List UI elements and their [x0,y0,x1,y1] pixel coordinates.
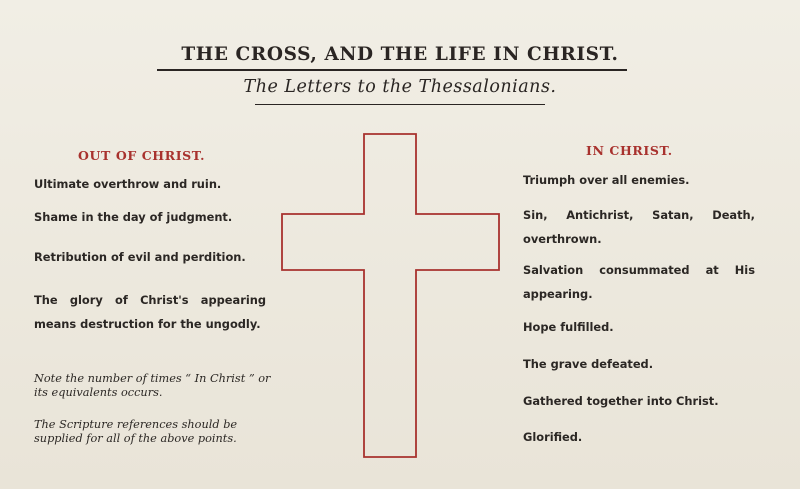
title-underline [157,69,627,71]
out-of-christ-item: Ultimate overthrow and ruin. [34,177,222,191]
in-christ-item: Triumph over all enemies. [523,173,690,187]
in-christ-item: Hope fulfilled. [523,320,614,334]
out-of-christ-item: Shame in the day of judgment. [34,210,233,224]
page-title: THE CROSS, AND THE LIFE IN CHRIST. [181,44,619,65]
note-text: The Scripture references should be supplied for all of the above points. [34,418,238,445]
in-christ-item: The grave defeated. [523,357,654,371]
out-of-christ-heading: OUT OF CHRIST. [78,148,206,163]
page-subtitle: The Letters to the Thessalonians. [243,77,557,97]
in-christ-item: Glorified. [523,430,583,444]
note-text: Note the number of times “ In Christ ” or its equivalents occurs. [34,372,271,399]
subtitle-underline [255,104,545,105]
cross-outline [278,130,504,462]
in-christ-heading: IN CHRIST. [586,143,673,158]
in-christ-item: Sin, Antichrist, Satan, Death, overthrown. [523,208,755,246]
in-christ-item: Salvation consummated at His appearing. [523,263,755,301]
in-christ-item: Gathered together into Christ. [523,394,719,408]
out-of-christ-item: Retribution of evil and perdition. [34,250,246,264]
out-of-christ-item: The glory of Christ's appearing means destruction for the ungodly. [34,293,266,331]
